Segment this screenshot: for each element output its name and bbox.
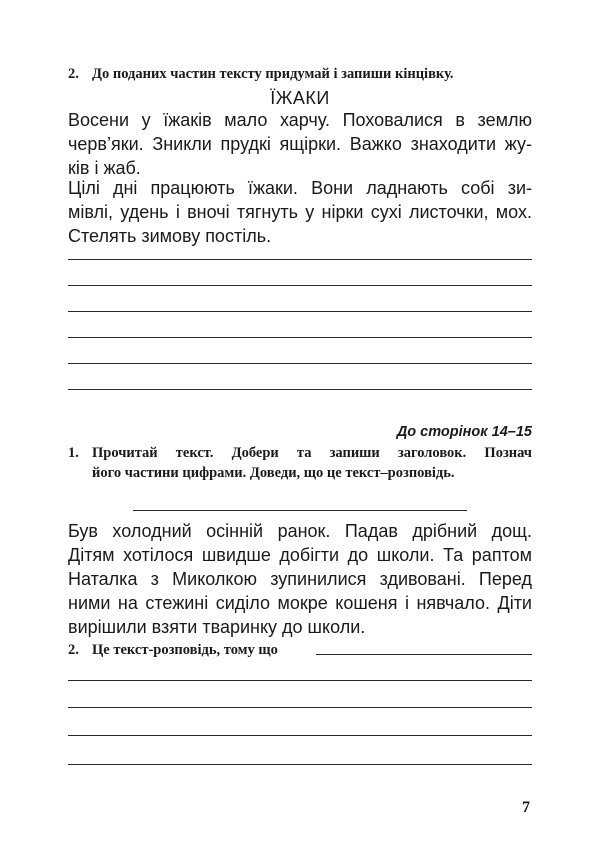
text-line: Дітям хотілося швидше добігти до школи. Та раптом — [68, 545, 532, 565]
task-text: Це текст-розповідь, тому що — [92, 642, 278, 658]
answer-line[interactable] — [68, 389, 532, 390]
answer-line[interactable] — [68, 337, 532, 338]
text-line: вирішили взяти тваринку до школи. — [68, 617, 366, 637]
text-line: Стелять зимову постіль. — [68, 226, 272, 246]
text-line: ними на стежині сиділо мокре кошеня і нявчало. Діти — [68, 593, 532, 613]
task-text: його частини цифрами. Доведи, що це текст–розповідь. — [92, 465, 455, 481]
text-line: Був холодний осінній ранок. Падав дрібний дощ. — [68, 521, 532, 541]
answer-line[interactable] — [68, 285, 532, 286]
paragraph-2 — [68, 176, 532, 248]
task-text: До поданих частин тексту придумай і запиши кінцівку. — [92, 66, 454, 82]
text-line: черв’яки. Зникли прудкі ящірки. Важко знаходити жу- — [68, 134, 532, 154]
answer-line[interactable] — [68, 735, 532, 736]
answer-line[interactable] — [68, 680, 532, 681]
story-paragraph — [68, 519, 532, 639]
task-text: Прочитай текст. Добери та запиши заголовок. Познач — [92, 445, 532, 461]
task-number: 2. — [68, 66, 79, 82]
paragraph-1 — [68, 108, 532, 180]
text-line: Наталка з Миколкою зупинилися здивовані. Перед — [68, 569, 532, 589]
text-line: мівлі, удень і вночі тягнуть у нірки сухі листочки, мох. — [68, 202, 532, 222]
section-subheading: До сторінок 14–15 — [396, 424, 532, 440]
text-line: ків і жаб. — [68, 158, 141, 178]
answer-line[interactable] — [68, 764, 532, 765]
title-answer-line[interactable] — [133, 510, 467, 511]
answer-line[interactable] — [316, 654, 532, 655]
page-number: 7 — [522, 799, 530, 816]
answer-line[interactable] — [68, 311, 532, 312]
answer-line[interactable] — [68, 707, 532, 708]
text-title: ЇЖАКИ — [270, 88, 330, 108]
task-number: 1. — [68, 445, 79, 461]
answer-line[interactable] — [68, 259, 532, 260]
text-line: Восени у їжаків мало харчу. Поховалися в землю — [68, 110, 532, 130]
task-number: 2. — [68, 642, 79, 658]
answer-line[interactable] — [68, 363, 532, 364]
text-line: Цілі дні працюють їжаки. Вони ладнають собі зи- — [68, 178, 532, 198]
